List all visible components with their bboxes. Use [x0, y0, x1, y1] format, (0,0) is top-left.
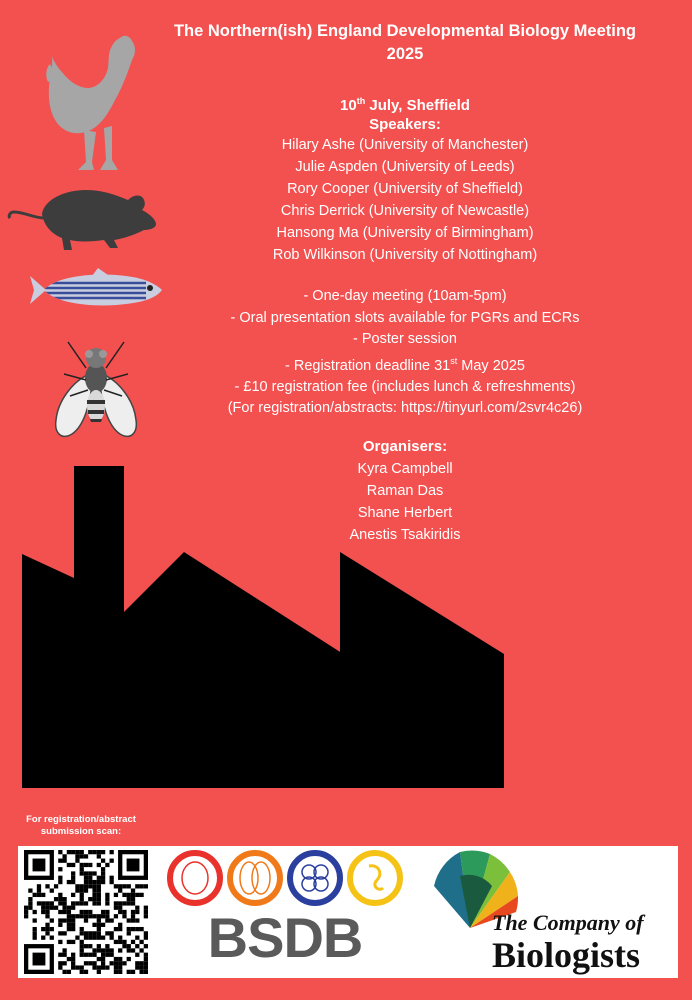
speaker-item: Julie Aspden (University of Leeds)	[295, 159, 515, 175]
date-rest: July, Sheffield	[365, 97, 470, 114]
registration-link[interactable]: (For registration/abstracts: https://tinyurl.com/2svr4c26)	[227, 400, 583, 417]
date-suffix: th	[356, 96, 366, 106]
qr-code[interactable]	[24, 850, 148, 974]
bsdb-wordmark: BSDB	[207, 906, 363, 969]
title-line-1: The Northern(ish) England Developmental Biology Meeting	[173, 22, 637, 40]
speakers-heading: Speakers:	[369, 116, 441, 133]
info-line: - Poster session	[353, 331, 457, 347]
organiser-item: Raman Das	[366, 483, 444, 499]
info-line-deadline	[150, 351, 660, 377]
deadline-post: May 2025	[457, 357, 525, 374]
speaker-item: Hilary Ashe (University of Manchester)	[281, 137, 529, 153]
deadline-sup: st	[450, 355, 458, 366]
meeting-info	[150, 286, 660, 420]
cob-wordmark	[492, 908, 682, 975]
meeting-title	[150, 20, 660, 66]
speakers-list	[150, 134, 660, 266]
chicken-icon	[42, 32, 142, 176]
scan-label	[10, 814, 152, 838]
scan-label-line-1: For registration/abstract	[26, 814, 136, 825]
cob-line-2: Biologists	[492, 935, 641, 975]
speaker-item: Hansong Ma (University of Birmingham)	[276, 225, 534, 241]
speaker-item: Rob Wilkinson (University of Nottingham)	[272, 247, 538, 263]
speaker-item: Chris Derrick (University of Newcastle)	[280, 203, 530, 219]
deadline-pre: - Registration deadline 31	[285, 357, 451, 374]
info-line: - One-day meeting (10am-5pm)	[303, 288, 507, 304]
date-day: 10	[340, 97, 357, 114]
organisers-heading: Organisers:	[362, 438, 448, 455]
organiser-item: Shane Herbert	[357, 505, 453, 521]
info-line: - Oral presentation slots available for PGRs and ECRs	[230, 309, 580, 326]
cob-line-1: The Company of	[492, 910, 644, 935]
zebrafish-icon	[26, 266, 166, 316]
speaker-item: Rory Cooper (University of Sheffield)	[287, 181, 523, 197]
organiser-item: Anestis Tsakiridis	[349, 527, 461, 543]
meeting-date	[150, 90, 660, 117]
organisers-list	[150, 458, 660, 546]
title-line-2: 2025	[386, 45, 424, 63]
fly-icon	[50, 334, 142, 442]
organiser-item: Kyra Campbell	[357, 461, 453, 477]
mouse-icon	[6, 182, 158, 252]
bsdb-rings-logo	[165, 848, 405, 908]
info-line: - £10 registration fee (includes lunch & refreshments)	[234, 378, 576, 395]
scan-label-line-2: submission scan:	[40, 826, 122, 837]
